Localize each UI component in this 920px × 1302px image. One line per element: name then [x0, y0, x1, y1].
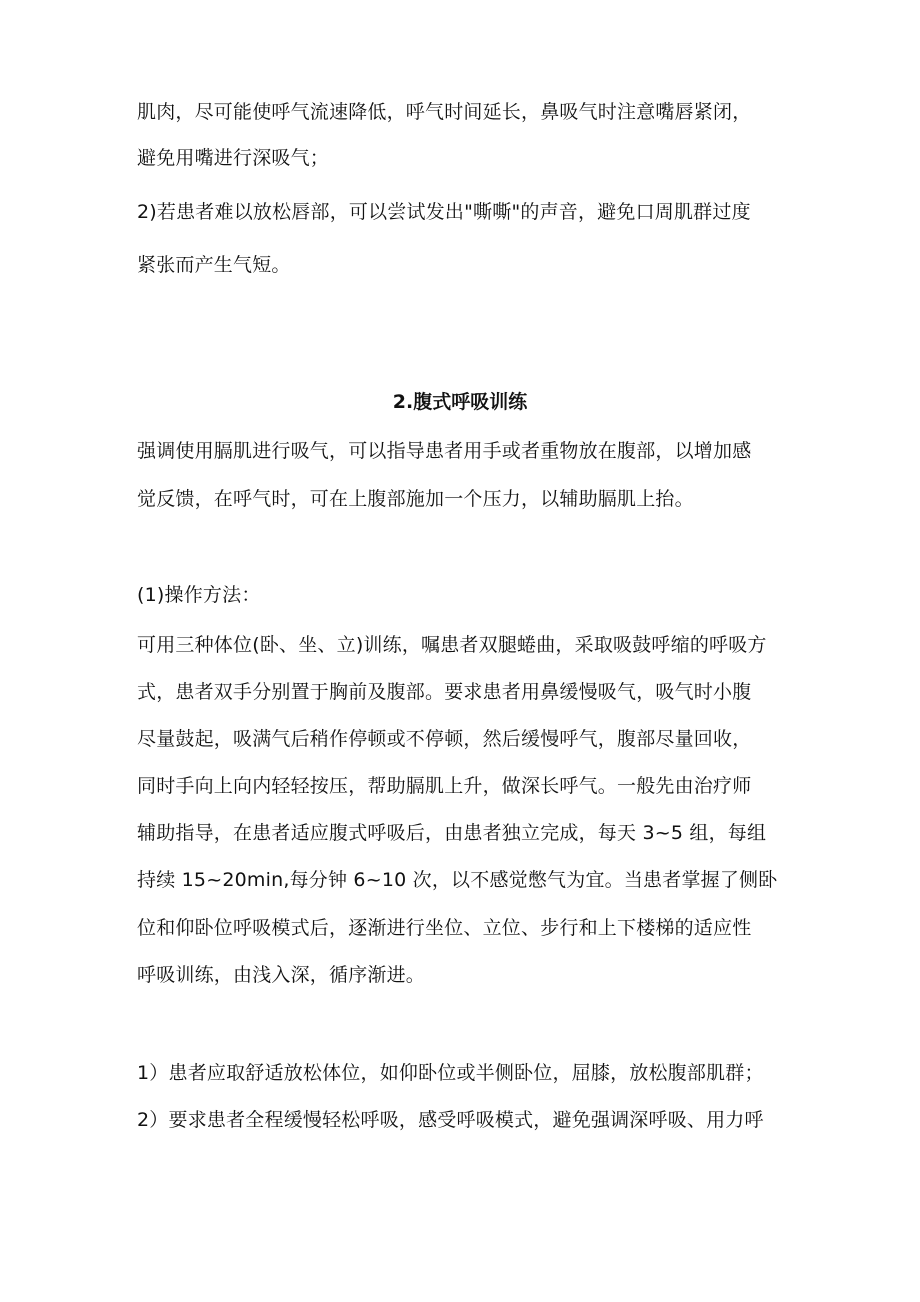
paragraph-1-line-4: 紧张而产生气短。 — [137, 254, 291, 276]
method-line-7: 位和仰卧位呼吸模式后，逐渐进行坐位、立位、步行和上下楼梯的适应性 — [137, 917, 752, 939]
method-line-4: 同时手向上向内轻轻按压，帮助膈肌上升，做深长呼气。一般先由治疗师 — [137, 775, 752, 797]
paragraph-1-line-1: 肌肉，尽可能使呼气流速降低，呼气时间延长，鼻吸气时注意嘴唇紧闭， — [137, 101, 752, 123]
section-2-intro-line-1: 强调使用膈肌进行吸气，可以指导患者用手或者重物放在腹部，以增加感 — [137, 440, 752, 462]
paragraph-1-line-3: 2)若患者难以放松唇部，可以尝试发出"嘶嘶"的声音，避免口周肌群过度 — [137, 201, 751, 223]
method-line-2: 式，患者双手分别置于胸前及腹部。要求患者用鼻缓慢吸气，吸气时小腹 — [137, 681, 752, 703]
section-2-intro-line-2: 觉反馈，在呼气时，可在上腹部施加一个压力，以辅助膈肌上抬。 — [137, 488, 694, 510]
section-2-heading: 2.腹式呼吸训练 — [392, 391, 528, 413]
method-line-6: 持续 15~20min,每分钟 6~10 次，以不感觉憋气为宜。当患者掌握了侧卧 — [137, 869, 778, 891]
method-line-1: 可用三种体位(卧、坐、立)训练，嘱患者双腿蜷曲，采取吸鼓呼缩的呼吸方 — [137, 634, 767, 656]
method-line-3: 尽量鼓起，吸满气后稍作停顿或不停顿，然后缓慢呼气，腹部尽量回收， — [137, 728, 752, 750]
note-line-1: 1）患者应取舒适放松体位，如仰卧位或半侧卧位，屈膝，放松腹部肌群； — [137, 1062, 764, 1084]
method-line-5: 辅助指导，在患者适应腹式呼吸后，由患者独立完成，每天 3~5 组，每组 — [137, 822, 767, 844]
method-line-8: 呼吸训练，由浅入深，循序渐进。 — [137, 964, 426, 986]
note-line-2: 2）要求患者全程缓慢轻松呼吸，感受呼吸模式，避免强调深呼吸、用力呼 — [137, 1109, 764, 1131]
paragraph-1-line-2: 避免用嘴进行深吸气； — [137, 147, 330, 169]
method-title: (1)操作方法： — [137, 584, 261, 606]
